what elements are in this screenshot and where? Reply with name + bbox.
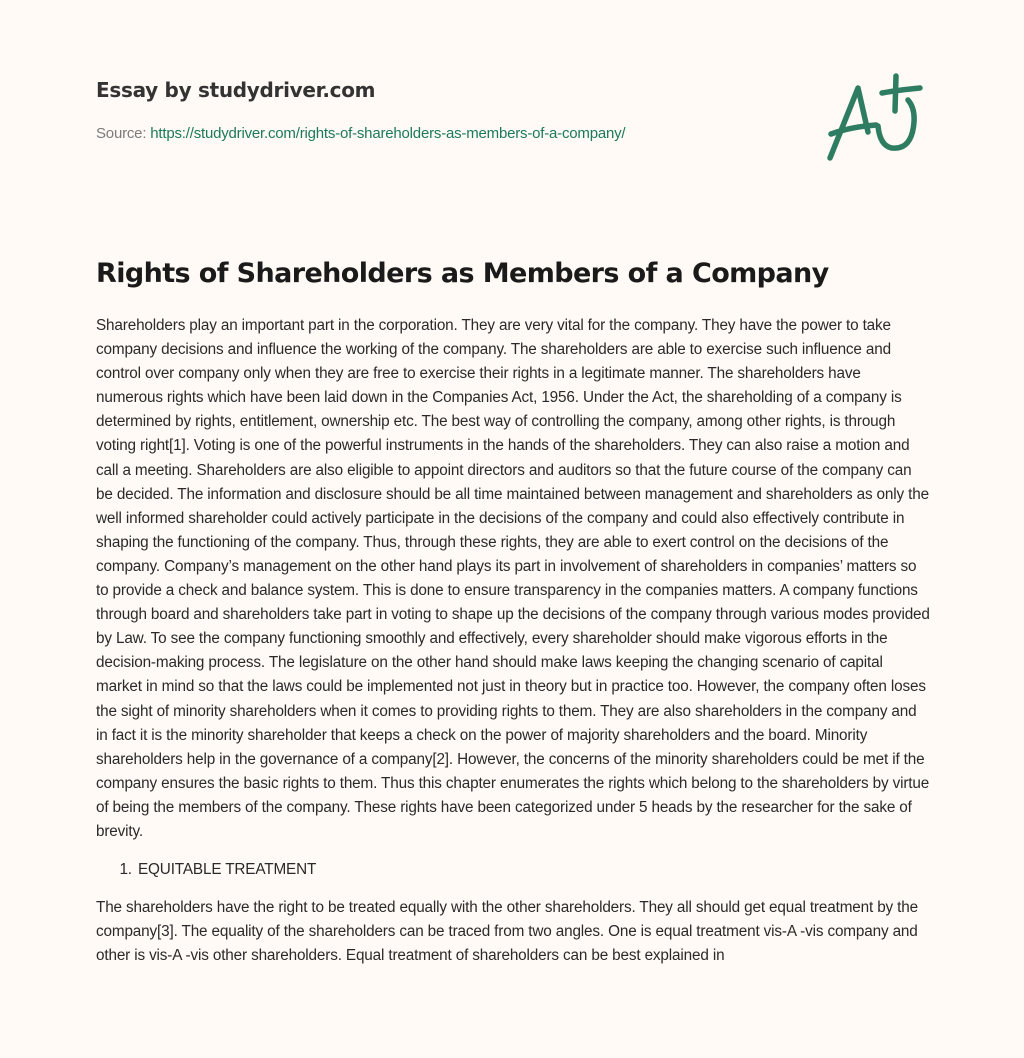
section-list [96,858,931,882]
essay-body [96,314,931,982]
essay-title: Rights of Shareholders as Members of a Company [96,258,829,289]
source-line [96,124,796,144]
source-label: Source: [96,125,151,142]
essay-header [96,76,796,144]
source-link[interactable]: https://studydriver.com/rights-of-shareholders-as-members-of-a-company/ [150,125,626,142]
essay-paragraph: The shareholders have the right to be treated equally with the other shareholders. They all should get equal treatment by the company[3]. The equality of the shareholders can be traced from two angles. One is equal treatment vis-A -vis company and other is vis-A -vis other shareholders. Equal treatment of shareholders can be best explained in [96,899,918,965]
essay-paragraph: Shareholders play an important part in the corporation. They are very vital for the company. They have the power to take company decisions and influence the working of the company. The shareholders are able to exercise such influence and control over company only when they are free to exercise their rights in a legitimate manner. The shareholders have numerous rights which have been laid down in the Companies Act, 1956. Under the Act, the shareholding of a company is determined by rights, entitlement, ownership etc. The best way of controlling the company, among other rights, is through voting right[1]. Voting is one of the powerful instruments in the hands of the shareholders. They can also raise a motion and call a meeting. Shareholders are also eligible to appoint directors and auditors so that the future course of the company can be decided. The information and disclosure should be all time maintained between management and shareholders as only the well informed shareholder could actively participate in the decisions of the company and could also effectively contribute in shaping the functioning of the company. Thus, through these rights, they are able to exert control on the decisions of the company. Company’s management on the other hand plays its part in involvement of shareholders in companies’ matters so to provide a check and balance system. This is done to ensure transparency in the companies matters. A company functions through board and shareholders take part in voting to shape up the decisions of the company through various modes provided by Law. To see the company functioning smoothly and effectively, every shareholder should make vigorous efforts in the decision-making process. The legislature on the other hand should make laws keeping the changing scenario of capital market in mind so that the laws could be implemented not just in theory but in practice too. However, the company often loses the sight of minority shareholders when it comes to providing rights to them. They are also shareholders in the company and in fact it is the minority shareholder that keeps a check on the power of majority shareholders and the board. Minority shareholders help in the governance of a company[2]. However, the concerns of the minority shareholders could be met if the company ensures the basic rights to them. Thus this chapter enumerates the rights which belong to the shareholders by virtue of being the members of the company. These rights have been categorized under 5 heads by the researcher for the sake of brevity. [96,317,930,840]
a-plus-grade-icon [822,66,928,166]
section-heading-equitable-treatment: 1. EQUITABLE TREATMENT [136,858,931,882]
site-title: Essay by studydriver.com [96,78,376,102]
